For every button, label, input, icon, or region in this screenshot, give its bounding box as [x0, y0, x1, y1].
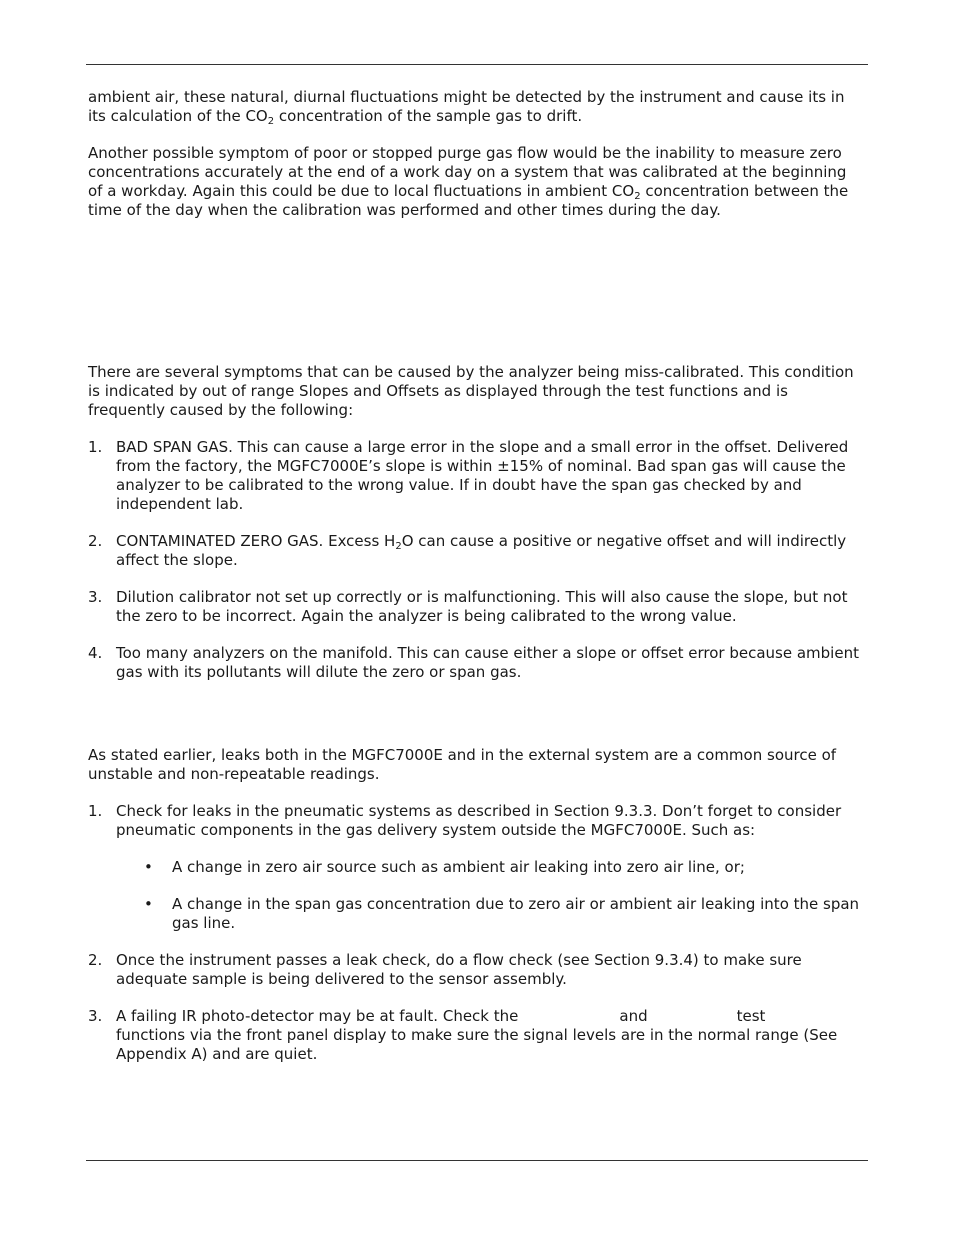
bullet-icon: •: [144, 858, 153, 876]
list-number: 4.: [88, 644, 103, 662]
list-number: 2.: [88, 532, 103, 550]
list-item: 2. Once the instrument passes a leak check, do a flow check (see Section 9.3.4) to make sure adequate sample is being delivered to the sensor assembly.: [88, 951, 802, 988]
list-item: 3. A failing IR photo-detector may be at fault. Check the and test functions via the front panel display to make sure the signal levels are in the normal range (See Appendix A) and are quiet.: [88, 1007, 838, 1063]
list-number: 1.: [88, 802, 103, 820]
list-item: 1. Check for leaks in the pneumatic systems as described in Section 9.3.3. Don’t forget to consider pneumatic components in the gas delivery system outside the MGFC7000E. Such as:: [88, 802, 842, 839]
bullet-item: • A change in zero air source such as ambient air leaking into zero air line, or;: [144, 858, 745, 876]
paragraph-miscalibration: There are several symptoms that can be caused by the analyzer being miss-calibrated. This condition is indicated by out of range Slopes and Offsets as displayed through the test functions and is frequently caused by the following:: [88, 363, 854, 419]
list-item: 2. CONTAMINATED ZERO GAS. Excess $H_2O$ can cause a positive or negative offset and will indirectly affect the slope.: [88, 532, 847, 569]
paragraph-leaks: As stated earlier, leaks both in the MGFC7000E and in the external system are a common source of unstable and non-repeatable readings.: [88, 746, 837, 783]
paragraph-purge-gas-symptom: Another possible symptom of poor or stopped purge gas flow would be the inability to measure zero concentrations accurately at the end of a work day on a system that was calibrated at the beginning of a workday. Again this could be due to local fluctuations in ambient $CO_2$ concentration between the time of the day when the calibration was performed and other times during the day.: [88, 144, 849, 219]
list-number: 3.: [88, 588, 103, 606]
section-gap: [88, 682, 860, 746]
page-body: [88, 88, 860, 1064]
paragraph-diurnal-fluctuations: ambient air, these natural, diurnal fluctuations might be detected by the instrument and cause its in its calculation of the $CO_2$ concentration of the sample gas to drift.: [88, 88, 845, 127]
list-item: 3. Dilution calibrator not set up correctly or is malfunctioning. This will also cause the slope, but not the zero to be incorrect. Again the analyzer is being calibrated to the wrong value.: [88, 588, 848, 625]
list-number: 1.: [88, 438, 103, 456]
bullet-item: • A change in the span gas concentration due to zero air or ambient air leaking into the span gas line.: [144, 895, 860, 932]
section-gap: [88, 220, 860, 363]
header-rule: [86, 64, 868, 65]
list-number: 3.: [88, 1007, 103, 1025]
list-item: 1. BAD SPAN GAS. This can cause a large error in the slope and a small error in the offset. Delivered from the factory, the MGFC7000E’s slope is within ±15% of nominal. Bad span gas will cause the analyzer to be calibrated to the wrong value. If in doubt have the span gas checked by and independent lab.: [88, 438, 849, 513]
footer-rule: [86, 1160, 868, 1161]
list-item: 4. Too many analyzers on the manifold. This can cause either a slope or offset error because ambient gas with its pollutants will dilute the zero or span gas.: [88, 644, 859, 681]
bullet-icon: •: [144, 895, 153, 913]
list-number: 2.: [88, 951, 103, 969]
